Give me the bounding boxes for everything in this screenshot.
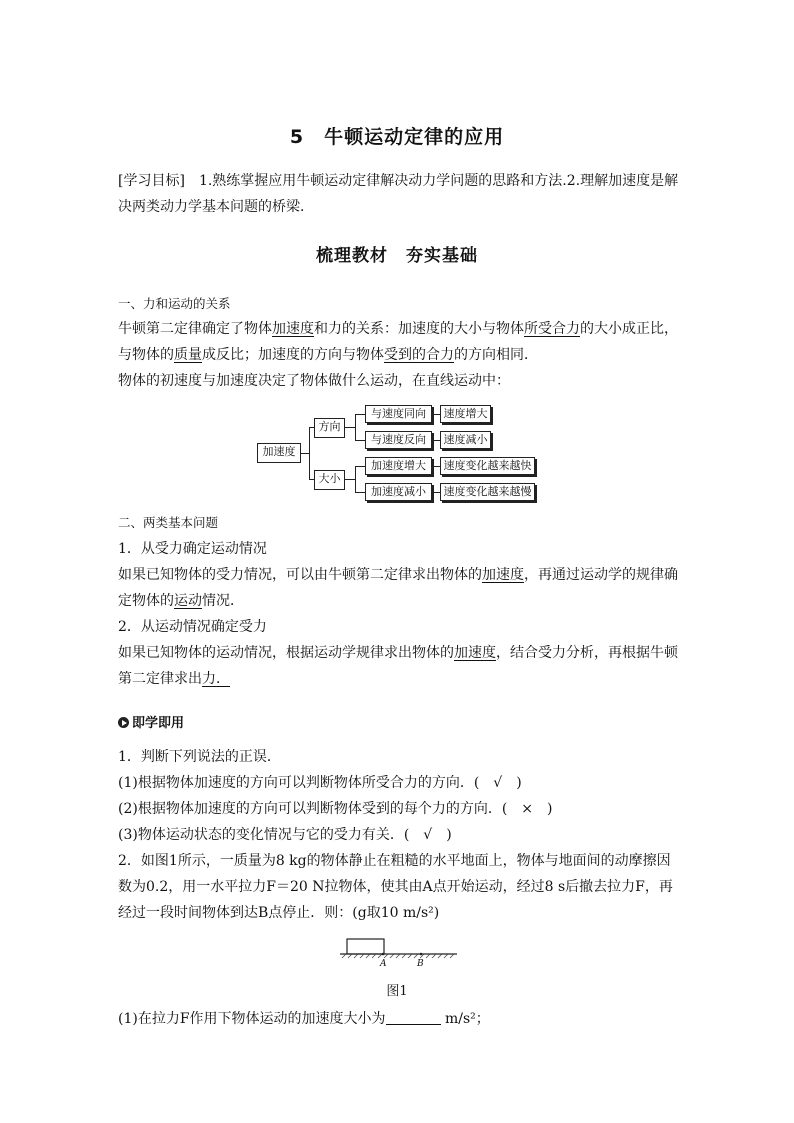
page-title: 5 牛顿运动定律的应用 [289,126,505,148]
question-1-item-3: (3)物体运动状态的变化情况与它的受力有关．( √ ) [118,827,452,843]
answer-blank[interactable] [386,1010,441,1025]
point-a-dot [382,953,385,956]
point-b-label: B [417,959,424,969]
diagram-result-speed-up: 速度增大 [440,405,491,423]
objectives-line-1: 1.熟练掌握应用牛顿运动定律解决动力学问题的思路和方法.2.理解加速度是解 [198,173,679,189]
part2-sub2-line-2: 第二定律求出力． [118,671,230,687]
question-2-line-1: 2．如图1所示，一质量为8 kg的物体静止在粗糙的水平地面上，物体与地面间的动摩擦因 [118,853,671,869]
part1-line-3: 物体的初速度与加速度决定了物体做什么运动，在直线运动中： [118,373,510,389]
diagram-leaf-same-direction: 与速度同向 [365,405,432,423]
diagram-branch-magnitude: 大小 [314,470,345,490]
diagram-leaf-opposite-direction: 与速度反向 [365,431,432,449]
acceleration-diagram [0,400,794,505]
objectives-label: [学习目标] [118,173,185,189]
diagram-result-slow-down: 速度减小 [440,431,491,449]
play-circle-icon [118,717,129,728]
point-a-label: A [380,959,387,969]
section-title: 梳理教材 夯实基础 [316,246,478,266]
part2-sub1-line-2: 定物体的运动情况． [118,593,244,609]
part2-sub1-line-1: 如果已知物体的受力情况，可以由牛顿第二定律求出物体的加速度，再通过运动学的规律确 [118,567,678,583]
learning-objectives [118,168,688,220]
figure-1-drawing [335,935,460,975]
objectives-line-2: 决两类动力学基本问题的桥梁． [118,199,314,215]
question-1: 1．判断下列说法的正误． [118,749,281,765]
figure-1 [335,935,460,975]
part1-heading: 一、力和运动的关系 [118,296,231,311]
figure-1-caption: 图1 [386,984,408,999]
point-b-dot [420,953,423,956]
part2-sub1-title: 1．从受力确定运动情况 [118,541,267,557]
part1-line-1: 牛顿第二定律确定了物体加速度和力的关系：加速度的大小与物体所受合力的大小成正比， [118,321,678,337]
practice-body [118,744,688,926]
block-object [347,939,384,954]
diagram-branch-direction: 方向 [314,418,345,438]
part1-body [118,316,688,394]
part2-sub2-line-1: 如果已知物体的运动情况，根据运动学规律求出物体的加速度，结合受力分析，再根据牛顿 [118,645,678,661]
question-1-item-1: (1)根据物体加速度的方向可以判断物体所受合力的方向．( √ ) [118,775,522,791]
diagram-result-faster-change: 速度变化越来越快 [440,457,535,475]
question-1-item-2: (2)根据物体加速度的方向可以判断物体受到的每个力的方向．( × ) [118,801,553,817]
practice-heading [118,712,184,731]
question-2-sub-1: (1)在拉力F作用下物体运动的加速度大小为 m/s²； [118,1011,490,1027]
diagram-leaf-acc-increase: 加速度增大 [365,457,432,475]
diagram-leaf-acc-decrease: 加速度减小 [365,483,432,501]
diagram-root: 加速度 [257,443,301,463]
practice-heading-text: 即学即用 [132,716,185,731]
part2-body [118,536,688,692]
diagram-result-slower-change: 速度变化越来越慢 [440,483,535,501]
part2-sub2-title: 2．从运动情况确定受力 [118,619,267,635]
part2-heading: 二、两类基本问题 [118,515,219,530]
question-2-line-2: 数为0.2，用一水平拉力F＝20 N拉物体，使其由A点开始运动，经过8 s后撤去拉力F，再 [118,879,673,895]
question-2-line-3: 经过一段时间物体到达B点停止．则：(g取10 m/s²) [118,905,440,921]
part1-line-2: 与物体的质量成反比；加速度的方向与物体受到的合力的方向相同． [118,347,538,363]
